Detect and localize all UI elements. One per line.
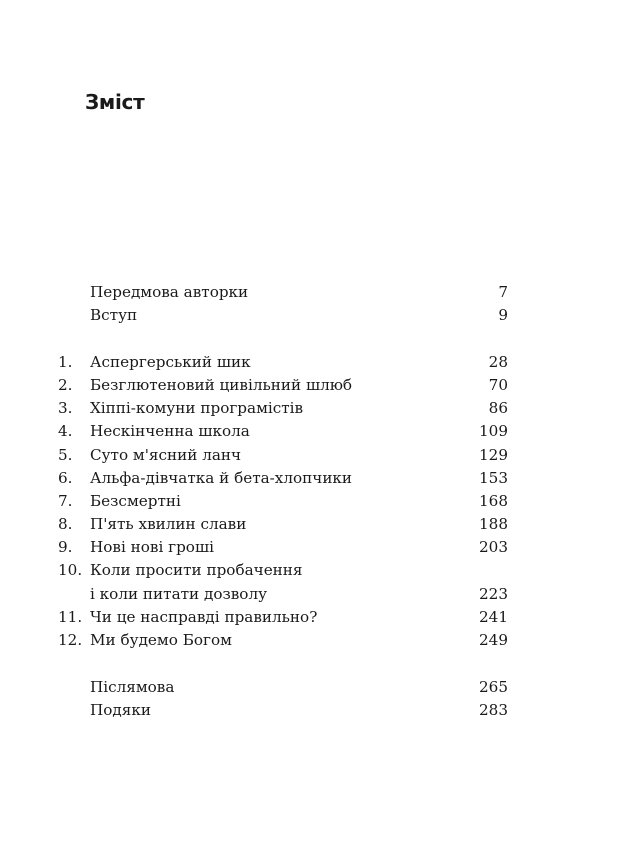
toc-entry-title: Післямова [90,677,175,696]
toc-entry-page: 203 [479,538,508,557]
toc-entry-chapter-6[interactable] [0,467,631,490]
toc-entry-title: Чи це насправді правильно? [90,607,318,626]
toc-entry-number: 7. [58,491,73,510]
toc-entry-page: 86 [488,399,508,418]
toc-entry-page: 168 [479,491,508,510]
toc-entry-chapter-2[interactable] [0,374,631,397]
toc-entry-number: 4. [58,422,73,441]
toc-entry-page: 249 [479,631,508,650]
toc-entry-foreword[interactable] [0,281,631,304]
toc-entry-title: Передмова авторки [90,283,249,301]
toc-entry-page: 7 [498,283,508,301]
toc-entry-chapter-8[interactable] [0,513,631,536]
toc-entry-page: 188 [479,515,508,534]
toc-entry-page: 129 [479,445,508,464]
toc-entry-chapter-5[interactable] [0,444,631,467]
toc-entry-title: Вступ [90,306,138,325]
toc-entry-number: 1. [58,352,73,371]
toc-entry-page: 283 [479,700,508,719]
toc-entry-acknowledgements[interactable] [0,699,631,722]
page-title: Зміст [85,90,145,114]
toc-entry-title: Нескінченна школа [90,422,250,441]
toc-entry-chapter-1[interactable] [0,351,631,374]
toc-entry-page: 153 [479,468,508,487]
toc-entry-number: 3. [58,399,73,418]
toc-entry-title: Нові нові гроші [90,538,214,557]
toc-entry-chapter-4[interactable] [0,420,631,443]
toc-entry-title: Безглютеновий цивільний шлюб [90,375,353,394]
toc-entry-number: 11. [58,607,83,626]
toc-entry-chapter-3[interactable] [0,397,631,420]
toc-entry-number: 12. [58,631,83,650]
toc-entry-chapter-10[interactable] [0,559,631,582]
toc-entry-page: 70 [488,375,508,394]
toc-entry-page: 265 [479,677,508,696]
toc-entry-page: 9 [498,306,508,325]
toc-entry-title: Подяки [90,700,151,719]
toc-entry-page: 109 [479,422,508,441]
toc-entry-number: 10. [58,561,83,580]
toc-entry-page: 223 [479,584,508,603]
toc-entry-title: Ми будемо Богом [90,631,232,650]
toc-entry-number: 9. [58,538,73,557]
toc-entry-chapter-10-continued[interactable] [0,583,631,606]
toc-entry-title: Безсмертні [90,491,181,510]
toc-entry-number: 6. [58,468,73,487]
toc-entry-number: 2. [58,375,73,394]
toc-entry-chapter-7[interactable] [0,490,631,513]
toc-entry-title: Аспергерський шик [90,352,251,371]
toc-entry-chapter-9[interactable] [0,536,631,559]
toc-entry-chapter-12[interactable] [0,629,631,652]
toc-entry-chapter-11[interactable] [0,606,631,629]
toc-entry-title: Хіппі-комуни програмістів [90,399,304,418]
toc-entry-title: Коли просити пробачення [90,561,303,580]
table-of-contents [0,281,631,722]
toc-entry-title: П'ять хвилин слави [90,515,247,534]
toc-entry-introduction[interactable] [0,304,631,327]
toc-entry-title-continued: і коли питати дозволу [90,584,268,603]
toc-entry-afterword[interactable] [0,676,631,699]
toc-spacer [0,327,631,350]
toc-entry-number: 5. [58,445,73,464]
toc-entry-number: 8. [58,515,73,534]
toc-spacer [0,652,631,675]
toc-entry-title: Суто м'ясний ланч [90,445,242,464]
toc-entry-page: 28 [488,352,508,371]
toc-entry-title: Альфа-дівчатка й бета-хлопчики [90,468,353,487]
toc-entry-page: 241 [479,607,508,626]
